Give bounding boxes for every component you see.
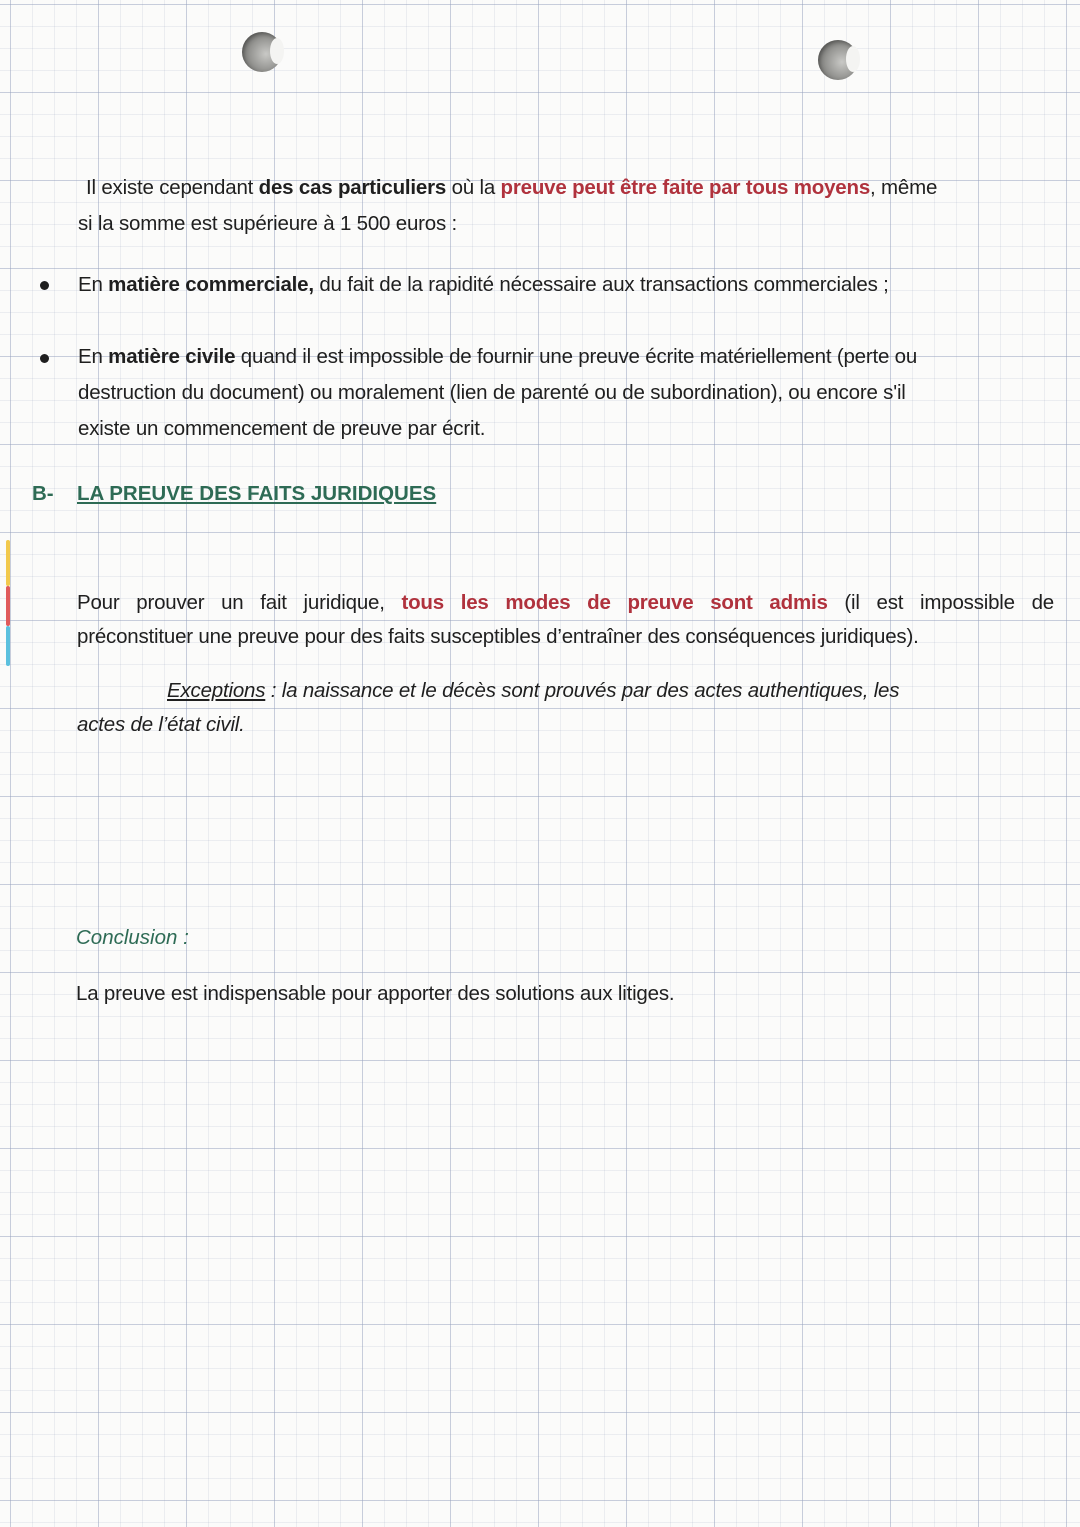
bullet-bold: matière commerciale, bbox=[108, 273, 314, 296]
intro-line-1 bbox=[78, 170, 1053, 206]
bullet-text: du fait de la rapidité nécessaire aux transactions commerciales ; bbox=[313, 273, 889, 296]
section-b-line-1 bbox=[77, 586, 1054, 620]
bullet-item bbox=[78, 267, 1053, 303]
bullet-text: En bbox=[78, 345, 109, 368]
conclusion-label: Conclusion : bbox=[76, 926, 189, 949]
bullet-dot bbox=[40, 281, 49, 290]
intro-paragraph bbox=[78, 170, 1053, 242]
section-b-text: (il est impossible de bbox=[827, 591, 1055, 614]
section-b-line-2: préconstituer une preuve pour des faits susceptibles d’entraîner des conséquences juridiques). bbox=[77, 625, 919, 648]
intro-line-2: si la somme est supérieure à 1 500 euros : bbox=[78, 212, 458, 235]
intro-text: Il existe cependant bbox=[86, 176, 259, 199]
exceptions-label: Exceptions bbox=[167, 679, 266, 702]
conclusion-text: La preuve est indispensable pour apporter des solutions aux litiges. bbox=[76, 982, 675, 1005]
bullet-dot bbox=[40, 354, 49, 363]
section-b-prefix: B- bbox=[32, 482, 54, 505]
intro-highlight: preuve peut être faite par tous moyens bbox=[500, 176, 871, 199]
bullet-bold: matière civile bbox=[108, 345, 236, 368]
intro-text: , même bbox=[870, 176, 938, 199]
bullet-text: quand il est impossible de fournir une preuve écrite matériellement (perte ou bbox=[235, 345, 918, 368]
exceptions-note bbox=[77, 674, 1057, 742]
section-b-paragraph bbox=[77, 586, 1054, 654]
exceptions-text: : la naissance et le décès sont prouvés par des actes authentiques, les bbox=[265, 679, 900, 702]
bullet-item bbox=[78, 339, 1058, 447]
section-b-title: LA PREUVE DES FAITS JURIDIQUES bbox=[77, 482, 437, 505]
bullet-text: En bbox=[78, 273, 109, 296]
section-b-highlight: tous les modes de preuve sont admis bbox=[401, 591, 828, 614]
bullet-line-1 bbox=[78, 339, 1058, 375]
bullet-line-2: destruction du document) ou moralement (lien de parenté ou de subordination), ou encore s'il bbox=[78, 381, 906, 404]
section-b-text: Pour prouver un fait juridique, bbox=[77, 591, 402, 614]
exceptions-line-2: actes de l’état civil. bbox=[77, 713, 245, 736]
intro-text: où la bbox=[446, 176, 501, 199]
exceptions-line-1 bbox=[77, 674, 1057, 708]
intro-bold: des cas particuliers bbox=[258, 176, 447, 199]
bullet-line-3: existe un commencement de preuve par écrit. bbox=[78, 417, 486, 440]
